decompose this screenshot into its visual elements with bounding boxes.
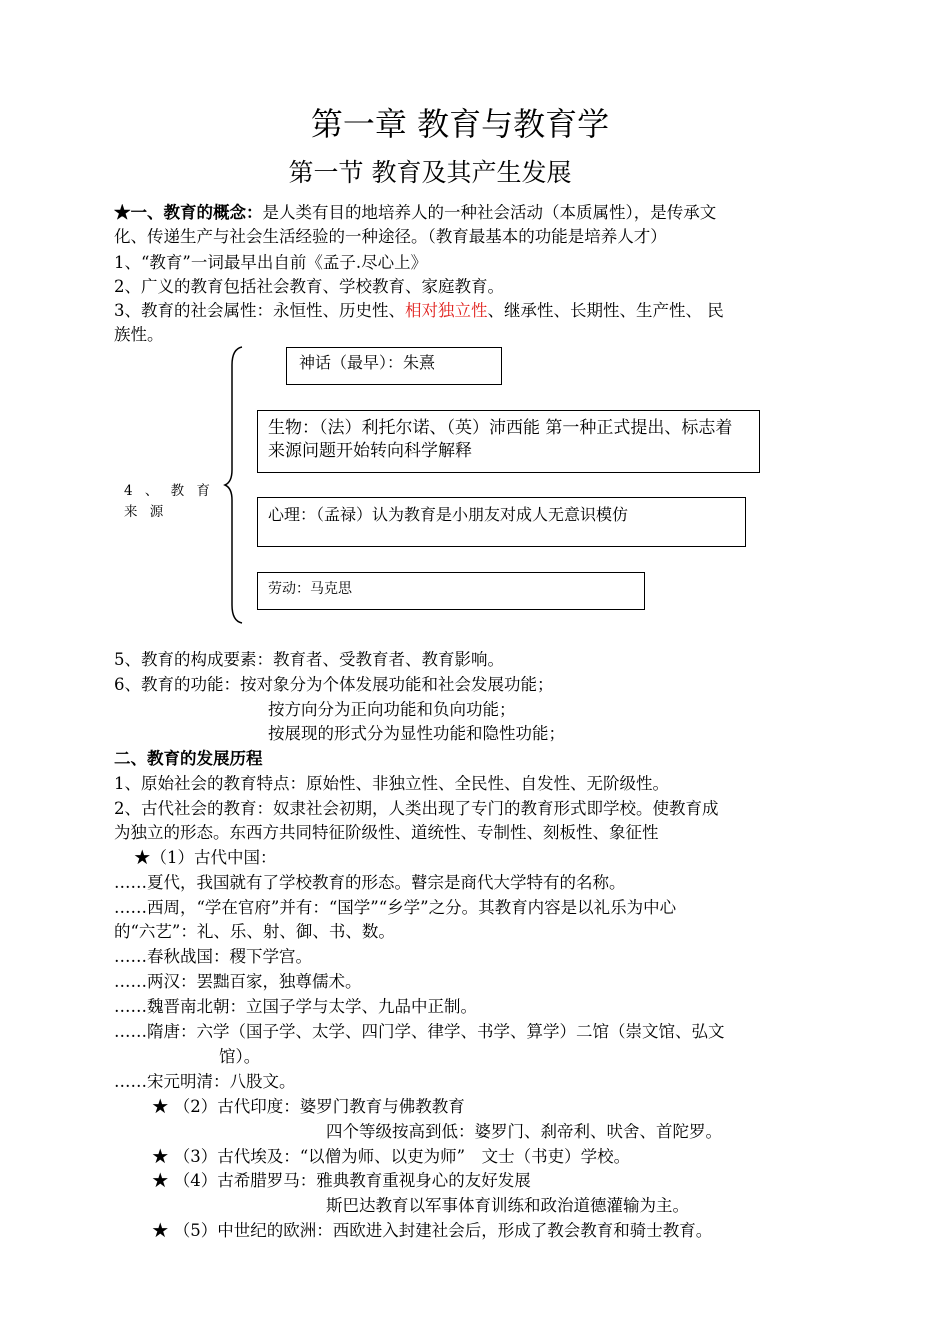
ancient-india-line-1: ★ （2）古代印度：婆罗门教育与佛教教育 — [152, 1097, 465, 1116]
china-han: ……两汉：罢黜百家，独尊儒术。 — [114, 972, 362, 991]
ancient-india-line-2: 四个等级按高到低：婆罗门、刹帝利、吠舍、首陀罗。 — [326, 1122, 722, 1141]
china-zhou-line-2: 的“六艺”：礼、乐、射、御、书、数。 — [114, 922, 395, 941]
item-1: 1、“教育”一词最早出自前《孟子.尽心上》 — [114, 253, 428, 272]
ancient-education-line-2: 为独立的形态。东西方共同特征阶级性、道统性、专制性、刻板性、象征性 — [114, 823, 659, 842]
china-suitang-line-2: 馆）。 — [219, 1047, 261, 1066]
concept-line-2: 化、传递生产与社会生活经验的一种途径。（教育最基本的功能是培养人才） — [114, 227, 667, 246]
origin-myth-text: 神话（最早）：朱熹 — [299, 353, 436, 372]
ancient-greece-line-2: 斯巴达教育以军事体育训练和政治道德灌输为主。 — [326, 1196, 689, 1215]
origin-labor-box — [257, 572, 645, 610]
item-6-line-3: 按展现的形式分为显性功能和隐性功能； — [268, 724, 565, 743]
china-xia: ……夏代，我国就有了学校教育的形态。瞽宗是商代大学特有的名称。 — [114, 873, 626, 892]
origin-psych-text: 心理：（孟禄）认为教育是小朋友对成人无意识模仿 — [268, 505, 629, 524]
item-3 — [114, 299, 834, 323]
ancient-greece-line-1: ★ （4）古希腊罗马：雅典教育重视身心的友好发展 — [152, 1171, 531, 1190]
item-3-before: 3、教育的社会属性：永恒性、历史性、 — [114, 301, 405, 320]
item-6-line-2: 按方向分为正向功能和负向功能； — [268, 700, 516, 719]
item-3-after: 、继承性、长期性、生产性、 民 — [487, 301, 724, 320]
china-weijin: ……魏晋南北朝：立国子学与太学、九品中正制。 — [114, 997, 477, 1016]
ancient-egypt: ★ （3）古代埃及：“以僧为师、以吏为师” 文士（书吏）学校。 — [152, 1147, 631, 1166]
china-songyuan: ……宋元明清：八股文。 — [114, 1072, 296, 1091]
origin-bio-text: 生物：（法）利托尔诺、（英）沛西能 第一种正式提出、标志着来源问题开始转向科学解释 — [268, 418, 733, 461]
concept-heading: 教育的概念： — [163, 203, 263, 222]
origin-labor-text: 劳动：马克思 — [268, 581, 352, 597]
item-2: 2、广义的教育包括社会教育、学校教育、家庭教育。 — [114, 277, 504, 296]
curly-brace-icon — [222, 345, 246, 625]
concept-line-1 — [114, 201, 834, 225]
item-6-line-1: 6、教育的功能：按对象分为个体发展功能和社会发展功能； — [114, 675, 554, 694]
section-2-heading: 二、教育的发展历程 — [114, 749, 263, 768]
origin-bio-box — [257, 410, 760, 473]
concept-definition: 是人类有目的地培养人的一种社会活动（本质属性），是传承文 — [262, 203, 717, 222]
ancient-education-line-1: 2、古代社会的教育：奴隶社会初期，人类出现了专门的教育形式即学校。使教育成 — [114, 799, 719, 818]
origin-myth-box — [286, 347, 502, 385]
origin-psych-box — [257, 497, 746, 547]
item-3-continued: 族性。 — [114, 325, 164, 344]
chapter-title: 第一章 教育与教育学 — [310, 105, 610, 143]
ancient-china-heading: ★（1）古代中国： — [134, 848, 277, 867]
concept-star: ★一、 — [114, 203, 164, 222]
medieval-europe: ★ （5）中世纪的欧洲：西欧进入封建社会后，形成了教会教育和骑士教育。 — [152, 1221, 713, 1240]
item-5: 5、教育的构成要素：教育者、受教育者、教育影响。 — [114, 650, 504, 669]
item-3-highlight: 相对独立性 — [405, 301, 488, 320]
origin-label: 4 、 教 育 来 源 — [124, 483, 214, 520]
china-suitang-line-1: ……隋唐：六学（国子学、太学、四门学、律学、书学、算学）二馆（崇文馆、弘文 — [114, 1022, 725, 1041]
china-chunqiu: ……春秋战国：稷下学宫。 — [114, 947, 312, 966]
primitive-education: 1、原始社会的教育特点：原始性、非独立性、全民性、自发性、无阶级性。 — [114, 774, 669, 793]
section-title: 第一节 教育及其产生发展 — [288, 158, 572, 187]
china-zhou-line-1: ……西周，“学在官府”并有：“国学”“乡学”之分。其教育内容是以礼乐为中心 — [114, 898, 677, 917]
